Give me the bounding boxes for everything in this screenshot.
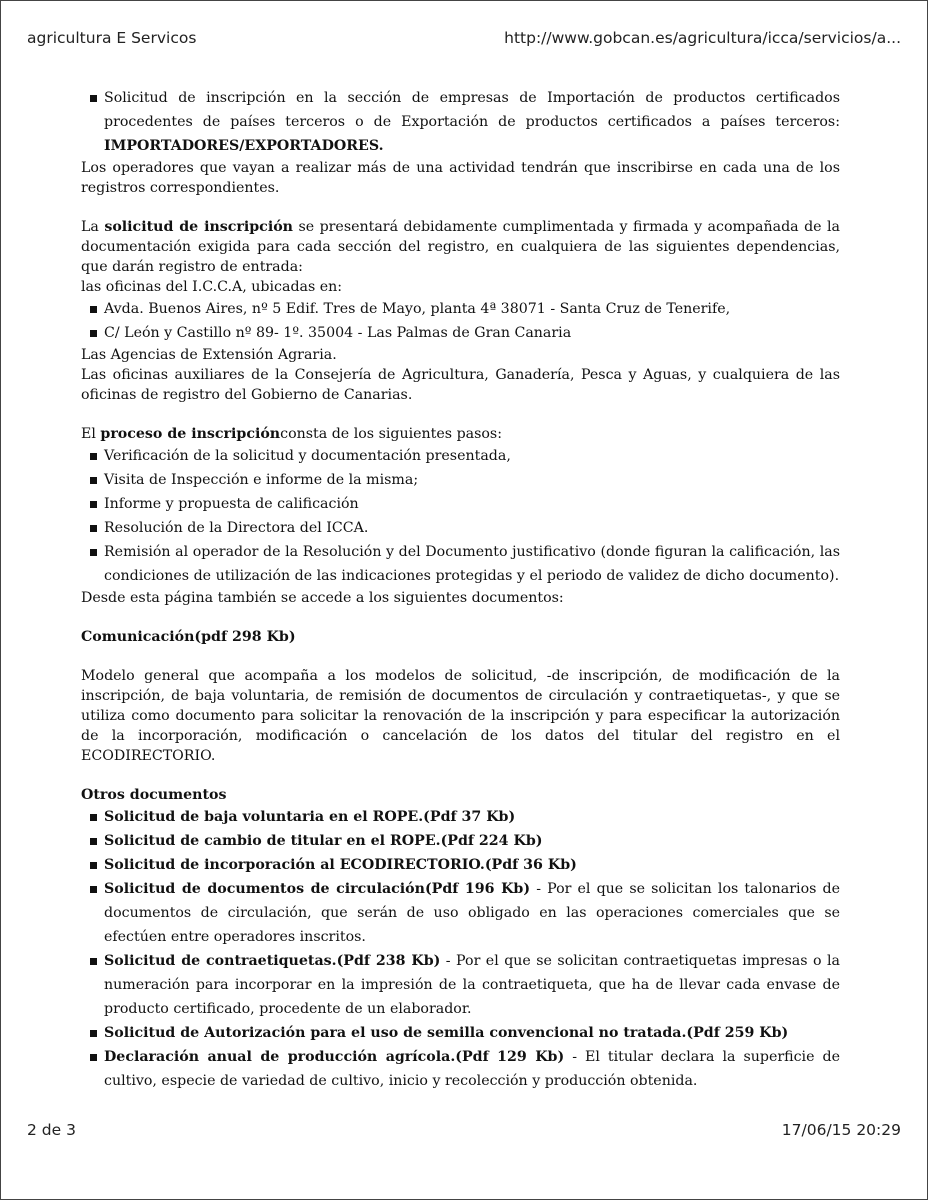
list-item xyxy=(81,1045,840,1093)
page-url[interactable]: http://www.gobcan.es/agricultura/icca/servicios/a... xyxy=(504,29,901,47)
intro-bullet-text: Solicitud de inscripción en la sección de empresas de Importación de productos certificados procedentes de países terceros o de Exportación de productos certificados a países terceros: xyxy=(104,90,840,130)
proceso-paragraph xyxy=(81,424,840,444)
comunicacion-description: Modelo general que acompaña a los modelos de solicitud, -de inscripción, de modificación de la inscripción, de baja voluntaria, de remisión de documentos de circulación y contraetiquetas-, y que se utiliza como documento para solicitar la renovación de la inscripción y para especificar la autorización de la incorporación, modificación o cancelación de los datos del titular del registro en el ECODIRECTORIO. xyxy=(81,668,840,764)
auxiliares-text: Las oficinas auxiliares de la Consejería de Agricultura, Ganadería, Pesca y Aguas, y cualquiera de las oficinas de registro del Gobierno de Canarias. xyxy=(81,367,840,403)
print-datetime: 17/06/15 20:29 xyxy=(781,1121,901,1139)
solicitud-bold: solicitud de inscripción xyxy=(104,219,293,235)
agencias-text: Las Agencias de Extensión Agraria. xyxy=(81,347,337,363)
list-item xyxy=(81,1021,840,1045)
comunicacion-title[interactable]: Comunicación(pdf 298 Kb) xyxy=(81,629,296,645)
list-item xyxy=(81,949,840,1021)
doc-link[interactable]: Solicitud de documentos de circulación(Pdf 196 Kb) xyxy=(104,881,531,897)
solicitud-post: se presentará debidamente cumplimentada y firmada y acompañada de la documentación exigida para cada sección del registro, en cualquiera de las siguientes dependencias, que darán registro de entrada: xyxy=(81,219,840,275)
list-item: Avda. Buenos Aires, nº 5 Edif. Tres de Mayo, planta 4ª 38071 - Santa Cruz de Tenerife, xyxy=(81,297,840,321)
doc-link[interactable]: Solicitud de contraetiquetas.(Pdf 238 Kb) xyxy=(104,953,441,969)
operators-note: Los operadores que vayan a realizar más de una actividad tendrán que inscribirse en cada una de los registros correspondientes. xyxy=(81,160,840,196)
list-item: Visita de Inspección e informe de la misma; xyxy=(81,468,840,492)
list-item: Remisión al operador de la Resolución y del Documento justificativo (donde figuran la calificación, las condiciones de utilización de las indicaciones protegidas y el periodo de validez de dicho documento). xyxy=(81,540,840,588)
otros-heading xyxy=(81,785,840,805)
list-item xyxy=(81,853,840,877)
list-item: Resolución de la Directora del ICCA. xyxy=(81,516,840,540)
offices-list xyxy=(81,297,840,345)
print-header xyxy=(27,29,901,51)
solicitud-paragraph xyxy=(81,217,840,277)
comunicacion-link[interactable] xyxy=(81,627,840,647)
proceso-post: consta de los siguientes pasos: xyxy=(280,426,502,442)
offices-label: las oficinas del I.C.C.A, ubicadas en: xyxy=(81,279,343,295)
print-footer xyxy=(27,1121,901,1143)
doc-desc: - Por el que se solicitan los talonarios de documentos de circulación, que serán de uso obligado en las operaciones comerciales que se efectúen entre operadores inscritos. xyxy=(104,881,840,945)
doc-link[interactable]: Solicitud de Autorización para el uso de semilla convencional no tratada.(Pdf 259 Kb) xyxy=(104,1025,789,1041)
intro-list xyxy=(81,86,840,158)
doc-desc: - El titular declara la superficie de cultivo, especie de variedad de cultivo, inicio y recolección y producción obtenida. xyxy=(104,1049,840,1089)
otros-title: Otros documentos xyxy=(81,787,227,803)
doc-link[interactable]: Solicitud de incorporación al ECODIRECTORIO.(Pdf 36 Kb) xyxy=(104,857,577,873)
page-number: 2 de 3 xyxy=(27,1121,76,1139)
list-item: Informe y propuesta de calificación xyxy=(81,492,840,516)
list-item xyxy=(81,805,840,829)
doc-link[interactable]: Solicitud de baja voluntaria en el ROPE.(Pdf 37 Kb) xyxy=(104,809,516,825)
list-item: Verificación de la solicitud y documentación presentada, xyxy=(81,444,840,468)
doc-link[interactable]: Declaración anual de producción agrícola.(Pdf 129 Kb) xyxy=(104,1049,565,1065)
proceso-pre: El xyxy=(81,426,101,442)
desde-text: Desde esta página también se accede a los siguientes documentos: xyxy=(81,590,564,606)
proceso-bold: proceso de inscripción xyxy=(100,426,281,442)
solicitud-pre: La xyxy=(81,219,105,235)
intro-bullet-bold: IMPORTADORES/EXPORTADORES. xyxy=(104,138,384,154)
doc-link[interactable]: Solicitud de cambio de titular en el ROPE.(Pdf 224 Kb) xyxy=(104,833,543,849)
list-item xyxy=(81,877,840,949)
proceso-steps xyxy=(81,444,840,588)
page-title: agricultura E Servicos xyxy=(27,29,197,47)
doc-desc: - Por el que se solicitan contraetiquetas impresas o la numeración para incorporar en la impresión de la contraetiqueta, que ha de llevar cada envase de producto certificado, procedente de un elaborador. xyxy=(104,953,840,1017)
list-item xyxy=(81,829,840,853)
list-item: C/ León y Castillo nº 89- 1º. 35004 - Las Palmas de Gran Canaria xyxy=(81,321,840,345)
document-body xyxy=(81,86,840,1093)
list-item xyxy=(81,86,840,158)
otros-list xyxy=(81,805,840,1093)
